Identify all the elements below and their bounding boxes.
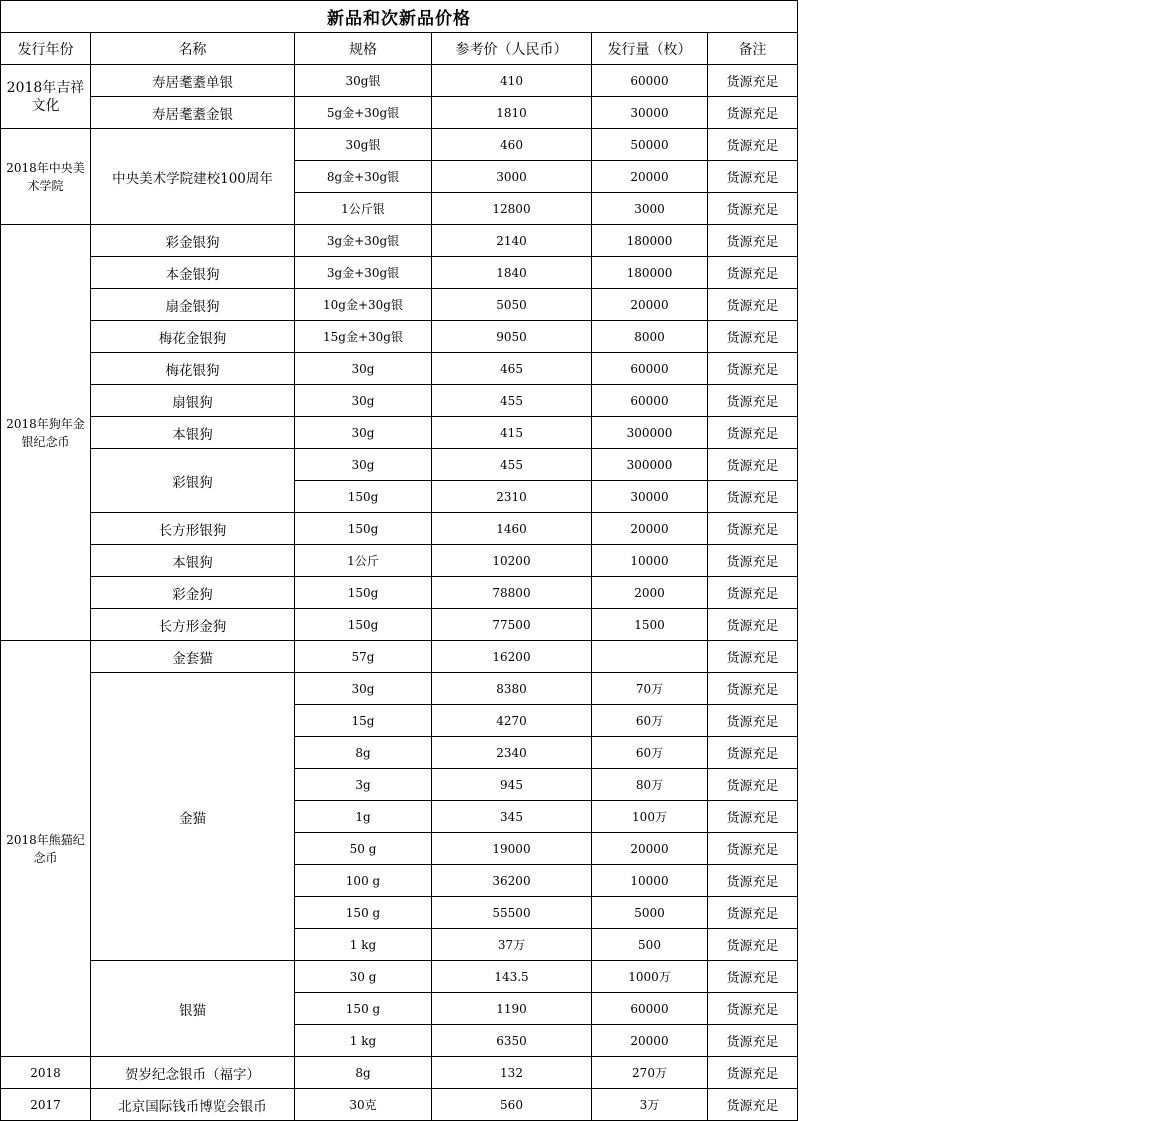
table-row: [1, 257, 798, 289]
cell-price: 9050: [432, 321, 592, 353]
header-name: 名称: [91, 33, 295, 65]
cell-spec: 30克: [295, 1089, 432, 1121]
cell-name: 本银狗: [91, 417, 295, 449]
cell-price: 55500: [432, 897, 592, 929]
cell-qty: 30000: [592, 97, 708, 129]
cell-note: 货源充足: [708, 545, 798, 577]
cell-name: 梅花金银狗: [91, 321, 295, 353]
cell-name: 本金银狗: [91, 257, 295, 289]
cell-price: 560: [432, 1089, 592, 1121]
cell-note: 货源充足: [708, 577, 798, 609]
cell-qty: 8000: [592, 321, 708, 353]
cell-price: 2340: [432, 737, 592, 769]
table-row: [1, 97, 798, 129]
table-row: [1, 1057, 798, 1089]
cell-spec: 8g金+30g银: [295, 161, 432, 193]
cell-spec: 1g: [295, 801, 432, 833]
cell-spec: 8g: [295, 1057, 432, 1089]
cell-price: 19000: [432, 833, 592, 865]
cell-qty: 180000: [592, 225, 708, 257]
cell-price: 1810: [432, 97, 592, 129]
cell-spec: 30g: [295, 353, 432, 385]
table-row: [1, 961, 798, 993]
cell-note: 货源充足: [708, 65, 798, 97]
cell-note: 货源充足: [708, 161, 798, 193]
cell-spec: 15g金+30g银: [295, 321, 432, 353]
table-row: [1, 609, 798, 641]
cell-spec: 150 g: [295, 993, 432, 1025]
cell-spec: 3g金+30g银: [295, 257, 432, 289]
cell-qty: 20000: [592, 833, 708, 865]
header-price: 参考价（人民币）: [432, 33, 592, 65]
header-note: 备注: [708, 33, 798, 65]
cell-price: 78800: [432, 577, 592, 609]
cell-qty: 20000: [592, 161, 708, 193]
cell-qty: 60万: [592, 737, 708, 769]
cell-price: 455: [432, 449, 592, 481]
cell-qty: 20000: [592, 513, 708, 545]
cell-qty: 60000: [592, 385, 708, 417]
cell-note: 货源充足: [708, 1089, 798, 1121]
cell-price: 4270: [432, 705, 592, 737]
cell-qty: 20000: [592, 289, 708, 321]
cell-price: 12800: [432, 193, 592, 225]
cell-qty: [592, 641, 708, 673]
cell-year: 2018年熊猫纪念币: [1, 641, 91, 1057]
cell-price: 6350: [432, 1025, 592, 1057]
cell-spec: 1 kg: [295, 929, 432, 961]
table-row: [1, 353, 798, 385]
cell-note: 货源充足: [708, 225, 798, 257]
cell-spec: 100 g: [295, 865, 432, 897]
cell-price: 10200: [432, 545, 592, 577]
cell-note: 货源充足: [708, 705, 798, 737]
cell-spec: 30g: [295, 385, 432, 417]
cell-note: 货源充足: [708, 481, 798, 513]
cell-name: 寿居耄耋单银: [91, 65, 295, 97]
cell-price: 345: [432, 801, 592, 833]
cell-qty: 5000: [592, 897, 708, 929]
cell-qty: 50000: [592, 129, 708, 161]
cell-note: 货源充足: [708, 1057, 798, 1089]
table-row: [1, 289, 798, 321]
cell-note: 货源充足: [708, 897, 798, 929]
cell-qty: 3万: [592, 1089, 708, 1121]
cell-price: 37万: [432, 929, 592, 961]
cell-price: 460: [432, 129, 592, 161]
cell-price: 2140: [432, 225, 592, 257]
cell-note: 货源充足: [708, 417, 798, 449]
cell-note: 货源充足: [708, 737, 798, 769]
cell-note: 货源充足: [708, 289, 798, 321]
cell-name: 彩金狗: [91, 577, 295, 609]
cell-note: 货源充足: [708, 641, 798, 673]
cell-name: 彩银狗: [91, 449, 295, 513]
cell-price: 2310: [432, 481, 592, 513]
cell-price: 945: [432, 769, 592, 801]
cell-note: 货源充足: [708, 257, 798, 289]
cell-qty: 180000: [592, 257, 708, 289]
cell-qty: 80万: [592, 769, 708, 801]
cell-name: 贺岁纪念银币（福字）: [91, 1057, 295, 1089]
cell-note: 货源充足: [708, 385, 798, 417]
cell-price: 3000: [432, 161, 592, 193]
cell-spec: 30g: [295, 673, 432, 705]
cell-note: 货源充足: [708, 97, 798, 129]
cell-qty: 1000万: [592, 961, 708, 993]
cell-note: 货源充足: [708, 961, 798, 993]
cell-name: 扇金银狗: [91, 289, 295, 321]
cell-name: 本银狗: [91, 545, 295, 577]
cell-note: 货源充足: [708, 353, 798, 385]
cell-qty: 3000: [592, 193, 708, 225]
cell-note: 货源充足: [708, 193, 798, 225]
cell-price: 143.5: [432, 961, 592, 993]
cell-name: 长方形金狗: [91, 609, 295, 641]
cell-qty: 30000: [592, 481, 708, 513]
cell-qty: 70万: [592, 673, 708, 705]
cell-price: 1190: [432, 993, 592, 1025]
cell-spec: 1公斤: [295, 545, 432, 577]
cell-spec: 150 g: [295, 897, 432, 929]
cell-spec: 5g金+30g银: [295, 97, 432, 129]
cell-spec: 57g: [295, 641, 432, 673]
header-spec: 规格: [295, 33, 432, 65]
cell-name: 寿居耄耋金银: [91, 97, 295, 129]
cell-price: 1840: [432, 257, 592, 289]
cell-spec: 30g银: [295, 129, 432, 161]
cell-name: 彩金银狗: [91, 225, 295, 257]
cell-note: 货源充足: [708, 993, 798, 1025]
cell-price: 415: [432, 417, 592, 449]
cell-spec: 30g银: [295, 65, 432, 97]
cell-qty: 300000: [592, 417, 708, 449]
table-row: [1, 321, 798, 353]
cell-note: 货源充足: [708, 929, 798, 961]
cell-note: 货源充足: [708, 1025, 798, 1057]
table-row: [1, 513, 798, 545]
cell-spec: 30g: [295, 417, 432, 449]
table-title: 新品和次新品价格: [1, 1, 798, 33]
table-row: [1, 1089, 798, 1121]
header-year: 发行年份: [1, 33, 91, 65]
cell-spec: 150g: [295, 513, 432, 545]
cell-qty: 20000: [592, 1025, 708, 1057]
cell-year: 2018年吉祥文化: [1, 65, 91, 129]
cell-qty: 1500: [592, 609, 708, 641]
cell-price: 16200: [432, 641, 592, 673]
table-row: [1, 417, 798, 449]
cell-note: 货源充足: [708, 609, 798, 641]
cell-qty: 60万: [592, 705, 708, 737]
cell-name: 中央美术学院建校100周年: [91, 129, 295, 225]
cell-name: 梅花银狗: [91, 353, 295, 385]
cell-qty: 60000: [592, 65, 708, 97]
cell-spec: 1 kg: [295, 1025, 432, 1057]
cell-spec: 30g: [295, 449, 432, 481]
cell-note: 货源充足: [708, 449, 798, 481]
cell-note: 货源充足: [708, 321, 798, 353]
cell-price: 132: [432, 1057, 592, 1089]
cell-price: 410: [432, 65, 592, 97]
cell-name: 扇银狗: [91, 385, 295, 417]
table-row: [1, 65, 798, 97]
cell-qty: 270万: [592, 1057, 708, 1089]
cell-qty: 10000: [592, 545, 708, 577]
cell-year: 2018年狗年金银纪念币: [1, 225, 91, 641]
cell-name: 金猫: [91, 673, 295, 961]
cell-year: 2017: [1, 1089, 91, 1121]
cell-price: 1460: [432, 513, 592, 545]
cell-spec: 50 g: [295, 833, 432, 865]
cell-qty: 10000: [592, 865, 708, 897]
table-row: [1, 385, 798, 417]
header-qty: 发行量（枚）: [592, 33, 708, 65]
table-row: [1, 641, 798, 673]
cell-price: 77500: [432, 609, 592, 641]
cell-price: 5050: [432, 289, 592, 321]
cell-spec: 15g: [295, 705, 432, 737]
cell-spec: 150g: [295, 481, 432, 513]
cell-note: 货源充足: [708, 769, 798, 801]
table-row: [1, 545, 798, 577]
cell-qty: 60000: [592, 993, 708, 1025]
cell-spec: 150g: [295, 609, 432, 641]
cell-name: 北京国际钱币博览会银币: [91, 1089, 295, 1121]
cell-note: 货源充足: [708, 513, 798, 545]
cell-note: 货源充足: [708, 673, 798, 705]
cell-spec: 150g: [295, 577, 432, 609]
cell-note: 货源充足: [708, 129, 798, 161]
cell-spec: 3g: [295, 769, 432, 801]
table-row: [1, 129, 798, 161]
table-row: [1, 449, 798, 481]
cell-note: 货源充足: [708, 801, 798, 833]
cell-name: 银猫: [91, 961, 295, 1057]
cell-spec: 1公斤银: [295, 193, 432, 225]
cell-spec: 10g金+30g银: [295, 289, 432, 321]
table-row: [1, 225, 798, 257]
table-row: [1, 673, 798, 705]
cell-qty: 2000: [592, 577, 708, 609]
cell-price: 36200: [432, 865, 592, 897]
cell-qty: 60000: [592, 353, 708, 385]
cell-name: 长方形银狗: [91, 513, 295, 545]
cell-name: 金套猫: [91, 641, 295, 673]
table-row: [1, 577, 798, 609]
cell-note: 货源充足: [708, 865, 798, 897]
cell-spec: 30 g: [295, 961, 432, 993]
cell-qty: 100万: [592, 801, 708, 833]
cell-price: 465: [432, 353, 592, 385]
cell-spec: 8g: [295, 737, 432, 769]
cell-price: 455: [432, 385, 592, 417]
cell-year: 2018年中央美术学院: [1, 129, 91, 225]
cell-year: 2018: [1, 1057, 91, 1089]
cell-qty: 500: [592, 929, 708, 961]
cell-price: 8380: [432, 673, 592, 705]
cell-spec: 3g金+30g银: [295, 225, 432, 257]
cell-qty: 300000: [592, 449, 708, 481]
cell-note: 货源充足: [708, 833, 798, 865]
